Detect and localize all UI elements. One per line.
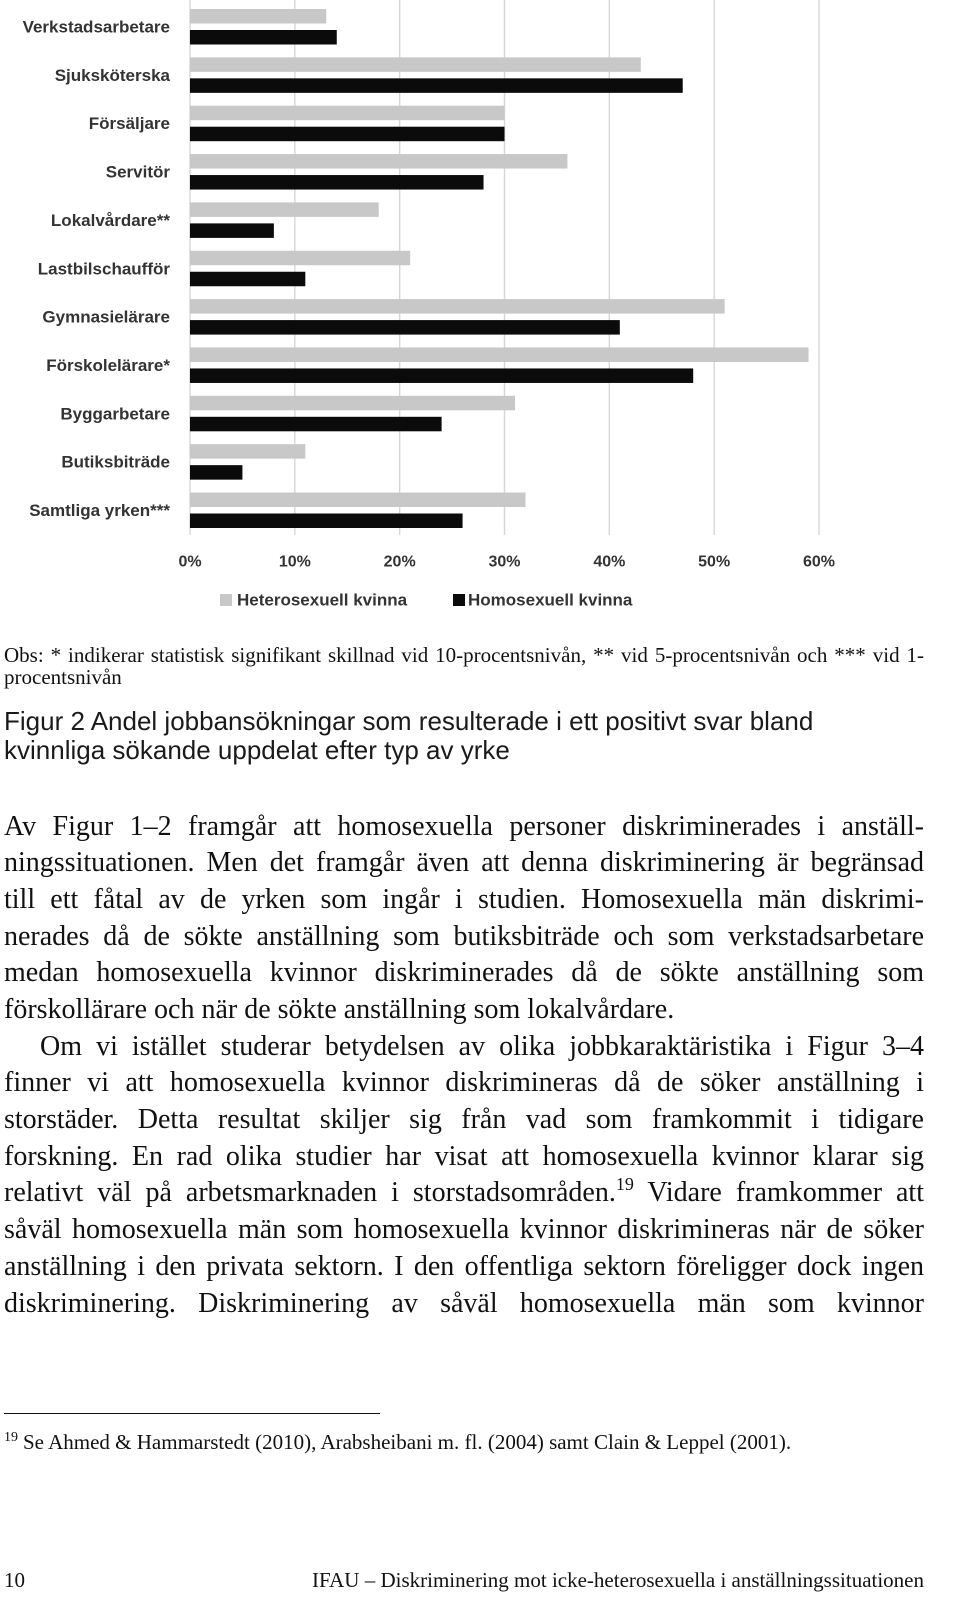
body-line: såväl homosexuella män som homosexuella kvinnor diskrimineras när de söker: [4, 1214, 924, 1246]
category-group-butiksbitrade: [61, 444, 305, 480]
bar-homosexuell-kvinna-verkstadsarbetare: [190, 30, 337, 45]
category-label-butiksbitrade: Butiksbiträde: [61, 452, 170, 472]
x-axis-ticks: [178, 554, 835, 571]
category-label-forsaljare: Försäljare: [88, 114, 170, 134]
bar-heterosexuell-kvinna-sjukskoterska: [190, 57, 641, 72]
category-group-forsaljare: [89, 106, 505, 142]
x-tick-label-40: 40%: [593, 553, 626, 571]
bar-homosexuell-kvinna-samtliga-yrken: [190, 514, 463, 529]
footnote-text: Se Ahmed & Hammarstedt (2010), Arabsheibani m. fl. (2004) samt Clain & Leppel (2001).: [23, 1430, 792, 1454]
paragraph-1: [4, 809, 924, 1029]
body-line: diskriminering. Diskriminering av såväl homosexuella män som kvinnor: [4, 1287, 924, 1319]
footnote-separator: [4, 1413, 380, 1414]
figure-caption: [4, 707, 924, 765]
bar-homosexuell-kvinna-lokalvardare: [190, 223, 274, 238]
bar-heterosexuell-kvinna-byggarbetare: [190, 396, 515, 411]
paragraph-2: [4, 1029, 924, 1323]
body-line: förskollärare och när de sökte anställning som lokalvårdare.: [4, 994, 675, 1026]
x-tick-label-20: 20%: [383, 553, 416, 571]
bar-heterosexuell-kvinna-gymnasielarare: [190, 299, 725, 314]
body-line: [4, 1175, 924, 1212]
bar-homosexuell-kvinna-gymnasielarare: [190, 320, 620, 335]
body-line: Om vi istället studerar betydelsen av olika jobbkaraktäristika i Figur 3–4: [40, 1030, 924, 1062]
bar-heterosexuell-kvinna-forsaljare: [190, 106, 505, 121]
body-line: Av Figur 1–2 framgår att homosexuella personer diskriminerades i anställ-: [4, 810, 924, 842]
running-title: IFAU – Diskriminering mot icke-heterosexuella i anställningssituationen: [312, 1568, 924, 1592]
bar-homosexuell-kvinna-byggarbetare: [190, 417, 442, 432]
footnote-marker: 19: [4, 1430, 18, 1445]
category-group-sjukskoterska: [55, 57, 683, 93]
category-group-verkstadsarbetare: [23, 9, 337, 45]
category-label-forskolelarare: Förskolelärare*: [46, 355, 170, 375]
body-line: till ett fåtal av de yrken som ingår i studien. Homosexuella män diskrimi-: [4, 883, 924, 915]
x-tick-label-50: 50%: [698, 553, 731, 571]
category-group-gymnasielarare: [42, 299, 724, 335]
category-label-samtliga-yrken: Samtliga yrken***: [29, 501, 170, 520]
caption-line-1: Figur 2 Andel jobbansökningar som resulterade i ett positivt svar bland: [4, 705, 814, 736]
note-line-1: Obs: * indikerar statistisk signifikant skillnad vid 10-procentsnivån, ** vid 5-procentsnivån och *** vid 1-: [4, 643, 924, 667]
body-line: ningssituationen. Men det framgår även att denna diskriminering är begränsad: [4, 847, 924, 879]
bar-heterosexuell-kvinna-lastbilschauffor: [190, 251, 410, 266]
footnote-reference: 19: [615, 1174, 634, 1195]
bar-heterosexuell-kvinna-forskolelarare: [190, 347, 809, 362]
body-line: forskning. En rad olika studier har visat att homosexuella kvinnor klarar sig: [4, 1140, 924, 1172]
legend-label-homosexuell-kvinna: Homosexuell kvinna: [468, 590, 633, 610]
body-text: [4, 809, 924, 1323]
bars: [23, 9, 809, 528]
category-label-lokalvardare: Lokalvårdare**: [50, 210, 170, 230]
figure-note: [4, 644, 924, 688]
caption-line-2: kvinnliga sökande uppdelat efter typ av yrke: [4, 734, 510, 765]
legend-label-heterosexuell-kvinna: Heterosexuell kvinna: [237, 590, 408, 610]
category-group-lastbilschauffor: [38, 251, 410, 287]
body-line-text-after: Vidare framkommer att: [633, 1177, 924, 1209]
category-group-servitor: [106, 154, 568, 190]
figure-2-bar-chart: [0, 0, 960, 620]
x-tick-label-30: 30%: [488, 553, 521, 571]
bar-homosexuell-kvinna-lastbilschauffor: [190, 272, 305, 287]
bar-heterosexuell-kvinna-servitor: [190, 154, 567, 169]
x-tick-label-10: 10%: [278, 553, 311, 571]
body-line-text: relativt väl på arbetsmarknaden i storstadsområden.: [4, 1177, 616, 1209]
body-line: nerades då de sökte anställning som butiksbiträde och som verkstadsarbetare: [4, 920, 924, 952]
category-label-servitor: Servitör: [105, 162, 170, 182]
bar-homosexuell-kvinna-servitor: [190, 175, 484, 190]
bar-homosexuell-kvinna-sjukskoterska: [190, 78, 683, 93]
body-line: medan homosexuella kvinnor diskriminerades då de sökte anställning som: [4, 957, 924, 989]
legend-swatch-heterosexuell-kvinna: [220, 594, 232, 606]
category-group-lokalvardare: [51, 202, 379, 238]
body-line: finner vi att homosexuella kvinnor diskrimineras då de söker anställning i: [4, 1067, 924, 1099]
bar-heterosexuell-kvinna-samtliga-yrken: [190, 493, 525, 508]
bar-homosexuell-kvinna-forskolelarare: [190, 368, 693, 383]
page-footer: [4, 1568, 924, 1592]
bar-heterosexuell-kvinna-verkstadsarbetare: [190, 9, 326, 24]
bar-homosexuell-kvinna-butiksbitrade: [190, 465, 242, 480]
body-line: anställning i den privata sektorn. I den offentliga sektorn föreligger dock ingen: [4, 1250, 924, 1282]
legend: [220, 591, 633, 610]
bar-heterosexuell-kvinna-lokalvardare: [190, 202, 379, 217]
footnote: [4, 1430, 924, 1458]
category-group-forskolelarare: [46, 347, 808, 383]
x-tick-label-60: 60%: [802, 553, 836, 571]
category-label-verkstadsarbetare: Verkstadsarbetare: [22, 17, 170, 37]
bar-homosexuell-kvinna-forsaljare: [190, 127, 505, 142]
body-line: storstäder. Detta resultat skiljer sig från vad som framkommit i tidigare: [4, 1104, 924, 1136]
page-number: 10: [4, 1568, 25, 1592]
category-group-samtliga-yrken: [29, 493, 525, 529]
category-label-lastbilschauffor: Lastbilschaufför: [37, 259, 170, 279]
category-group-byggarbetare: [60, 396, 515, 432]
bar-heterosexuell-kvinna-butiksbitrade: [190, 444, 305, 459]
category-label-sjukskoterska: Sjuksköterska: [54, 65, 170, 85]
note-line-2: procentsnivån: [4, 665, 122, 689]
x-tick-label-0: 0%: [178, 553, 202, 571]
legend-swatch-homosexuell-kvinna: [453, 594, 465, 606]
category-label-byggarbetare: Byggarbetare: [60, 404, 170, 424]
category-label-gymnasielarare: Gymnasielärare: [42, 307, 170, 327]
